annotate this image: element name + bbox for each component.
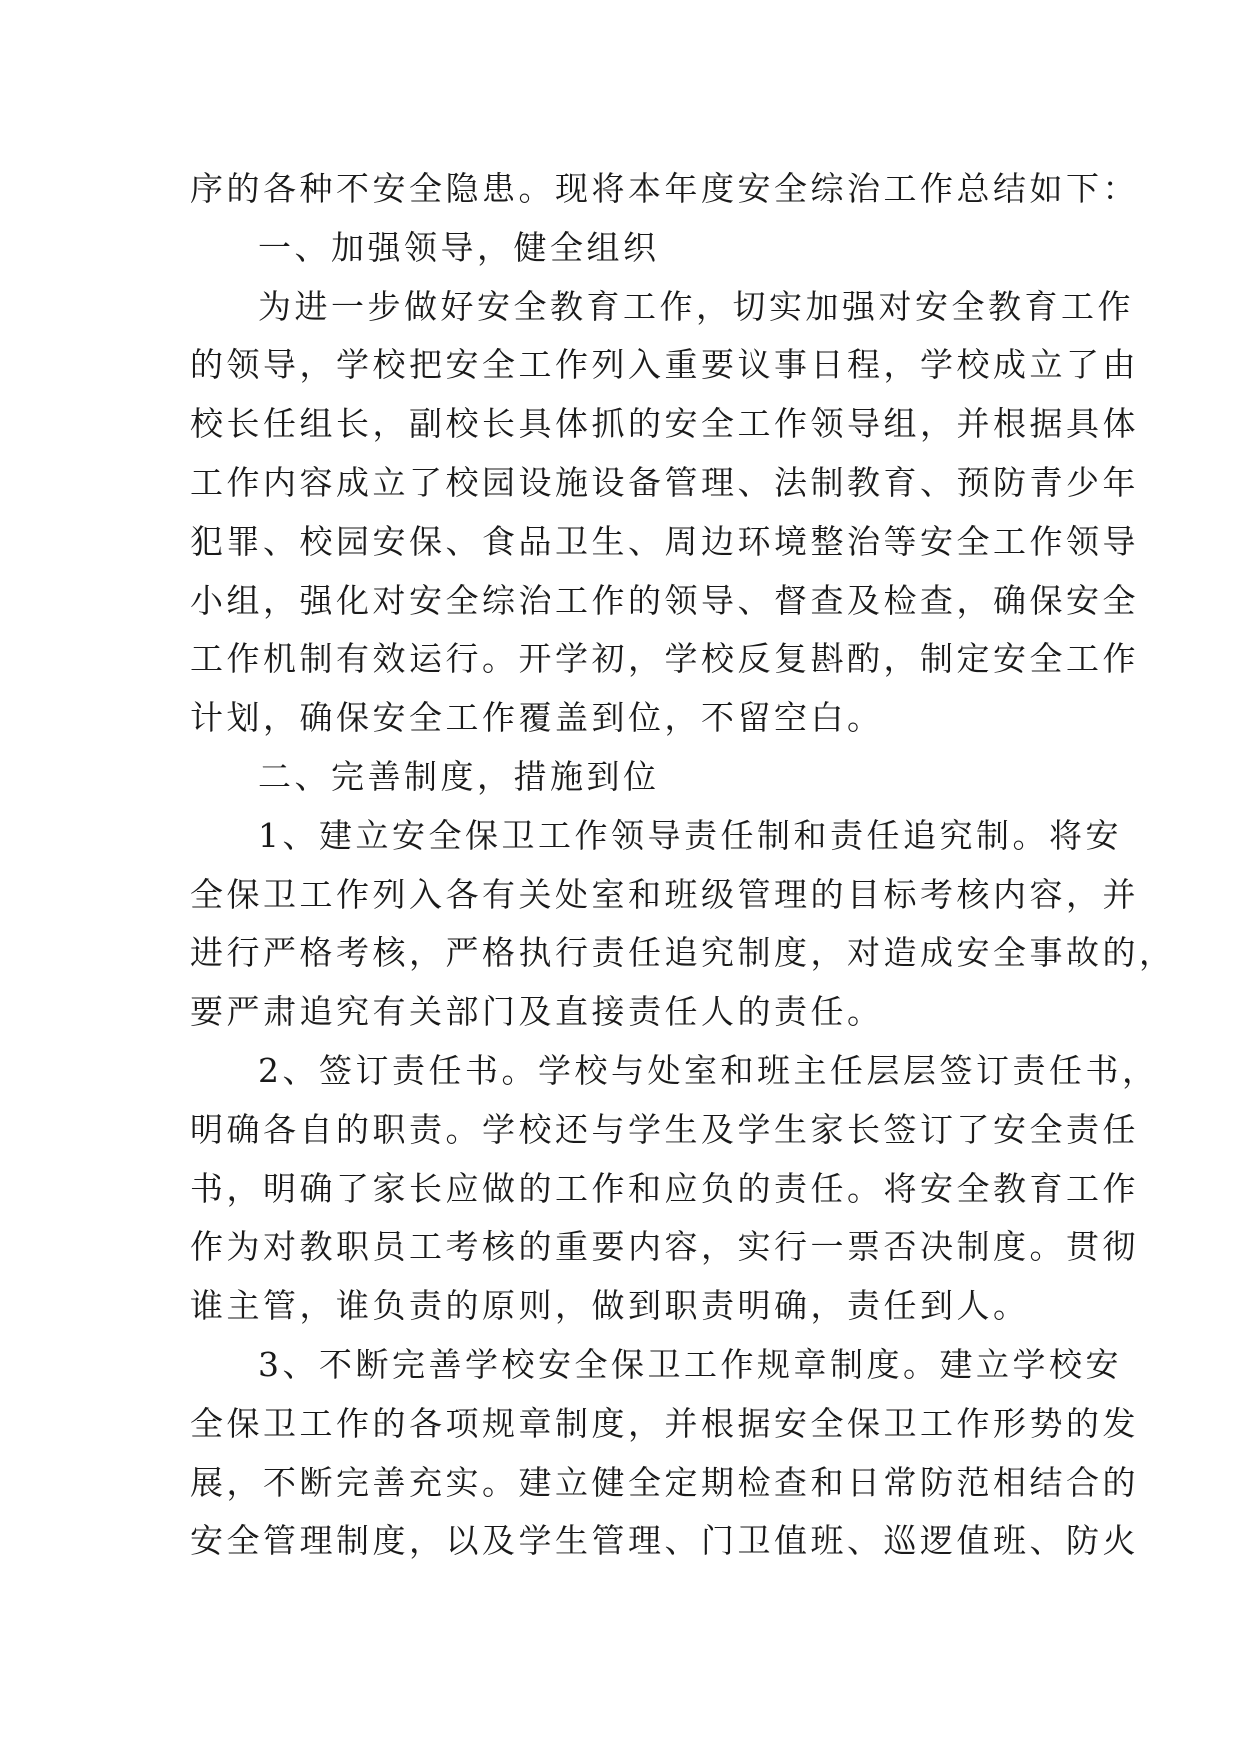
text-line: 作为对教职员工考核的重要内容，实行一票否决制度。贯彻 [190, 1227, 1139, 1267]
text-line: 3、不断完善学校安全保卫工作规章制度。建立学校安 [258, 1344, 1122, 1384]
text-line: 安全管理制度，以及学生管理、门卫值班、巡逻值班、防火 [190, 1521, 1139, 1561]
section-heading: 一、加强领导，健全组织 [258, 227, 660, 267]
text-line: 2、签订责任书。学校与处室和班主任层层签订责任书， [258, 1050, 1159, 1090]
text-line: 为进一步做好安全教育工作，切实加强对安全教育工作 [258, 286, 1134, 326]
text-line: 书，明确了家长应做的工作和应负的责任。将安全教育工作 [190, 1168, 1139, 1208]
document-body [190, 160, 1176, 1571]
text-line: 序的各种不安全隐患。现将本年度安全综治工作总结如下： [190, 169, 1139, 208]
text-line: 计划，确保安全工作覆盖到位，不留空白。 [190, 698, 884, 738]
section-heading: 二、完善制度，措施到位 [258, 756, 660, 796]
text-line: 校长任组长，副校长具体抓的安全工作领导组，并根据具体 [190, 404, 1139, 444]
text-line: 小组，强化对安全综治工作的领导、督查及检查，确保安全 [190, 580, 1139, 620]
text-line: 进行严格考核，严格执行责任追究制度，对造成安全事故的， [190, 933, 1176, 973]
text-line: 全保卫工作列入各有关处室和班级管理的目标考核内容，并 [190, 874, 1139, 914]
text-line: 要严肃追究有关部门及直接责任人的责任。 [190, 992, 884, 1032]
text-line: 工作内容成立了校园设施设备管理、法制教育、预防青少年 [190, 462, 1139, 502]
text-line: 犯罪、校园安保、食品卫生、周边环境整治等安全工作领导 [190, 521, 1139, 561]
text-line: 展，不断完善充实。建立健全定期检查和日常防范相结合的 [190, 1462, 1139, 1502]
text-line: 1、建立安全保卫工作领导责任制和责任追究制。将安 [258, 815, 1122, 855]
text-line: 谁主管，谁负责的原则，做到职责明确，责任到人。 [190, 1286, 1030, 1326]
text-line: 全保卫工作的各项规章制度，并根据安全保卫工作形势的发 [190, 1403, 1139, 1443]
text-line: 的领导，学校把安全工作列入重要议事日程，学校成立了由 [190, 345, 1139, 385]
text-line: 明确各自的职责。学校还与学生及学生家长签订了安全责任 [190, 1109, 1139, 1149]
text-line: 工作机制有效运行。开学初，学校反复斟酌，制定安全工作 [190, 639, 1139, 679]
